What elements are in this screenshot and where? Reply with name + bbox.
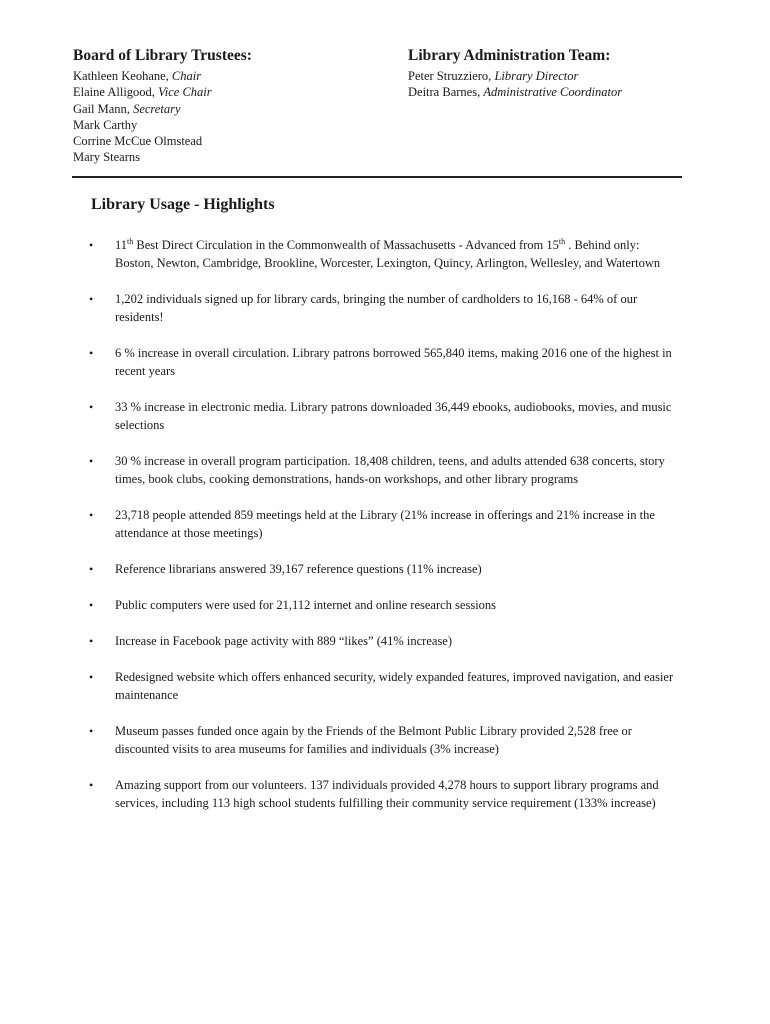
bullet-icon: • bbox=[89, 670, 94, 684]
item-text-part: . Behind only: Boston, Newton, Cambridge, Brookline, Worcester, Lexington, Quincy, Arlington, Wellesley, and Watertown bbox=[115, 238, 661, 270]
admin-team-column bbox=[408, 46, 708, 101]
member-role: Chair bbox=[171, 69, 202, 83]
trustee-member bbox=[73, 68, 393, 84]
highlights-title: Library Usage - Highlights bbox=[91, 196, 275, 213]
list-item bbox=[89, 722, 679, 758]
list-item bbox=[89, 452, 679, 488]
member-name: Mary Stearns bbox=[73, 150, 140, 165]
item-text: Redesigned website which offers enhanced security, widely expanded features, improved navigation, and easier maintenance bbox=[115, 670, 674, 702]
member-name: Deitra Barnes, bbox=[408, 85, 484, 100]
trustee-member bbox=[73, 133, 393, 149]
bullet-icon: • bbox=[89, 238, 94, 252]
item-text: Reference librarians answered 39,167 reference questions (11% increase) bbox=[115, 562, 482, 576]
list-item bbox=[89, 398, 679, 434]
bullet-icon: • bbox=[89, 400, 94, 414]
item-text: 30 % increase in overall program participation. 18,408 children, teens, and adults attended 638 concerts, story times, book clubs, cooking demonstrations, hands-on workshops, and other library programs bbox=[115, 454, 665, 486]
item-text: Public computers were used for 21,112 internet and online research sessions bbox=[115, 598, 497, 612]
trustee-member bbox=[73, 117, 393, 133]
trustee-member bbox=[73, 101, 393, 117]
list-item bbox=[89, 236, 679, 272]
bullet-icon: • bbox=[89, 598, 94, 612]
list-item bbox=[89, 560, 679, 578]
item-text: 1,202 individuals signed up for library cards, bringing the number of cardholders to 16,168 - 64% of our residents! bbox=[115, 292, 638, 324]
item-text: 23,718 people attended 859 meetings held at the Library (21% increase in offerings and 21% increase in the attendance at those meetings) bbox=[115, 508, 655, 540]
member-role: Secretary bbox=[133, 101, 181, 116]
member-role: Library Director bbox=[494, 69, 579, 83]
member-name: Kathleen Keohane, bbox=[73, 69, 172, 83]
member-name: Peter Struzziero, bbox=[408, 69, 495, 83]
member-role: Vice Chair bbox=[158, 85, 212, 100]
highlights-list bbox=[89, 236, 679, 830]
item-text: 6 % increase in overall circulation. Library patrons borrowed 565,840 items, making 2016 one of the highest in recent years bbox=[115, 346, 672, 378]
admin-member bbox=[408, 84, 708, 100]
header-divider bbox=[72, 176, 682, 178]
bullet-icon: • bbox=[89, 292, 94, 306]
list-item bbox=[89, 632, 679, 650]
bullet-icon: • bbox=[89, 724, 94, 738]
bullet-icon: • bbox=[89, 508, 94, 522]
item-text bbox=[115, 238, 660, 270]
list-item bbox=[89, 344, 679, 380]
bullet-icon: • bbox=[89, 634, 94, 648]
trustees-heading: Board of Library Trustees: bbox=[73, 47, 252, 64]
admin-team-heading: Library Administration Team: bbox=[408, 47, 611, 64]
list-item bbox=[89, 668, 679, 704]
member-name: Corrine McCue Olmstead bbox=[73, 134, 203, 149]
trustees-column bbox=[73, 46, 393, 166]
list-item bbox=[89, 596, 679, 614]
header-block bbox=[73, 46, 693, 166]
bullet-icon: • bbox=[89, 778, 94, 792]
trustee-member bbox=[73, 149, 393, 165]
bullet-icon: • bbox=[89, 562, 94, 576]
item-text: Increase in Facebook page activity with 889 “likes” (41% increase) bbox=[115, 634, 453, 648]
member-name: Mark Carthy bbox=[73, 117, 138, 132]
item-text-part: Best Direct Circulation in the Commonwealth of Massachusetts - Advanced from 15 bbox=[133, 238, 559, 252]
item-text-part: 11 bbox=[115, 238, 128, 252]
member-name: Gail Mann, bbox=[73, 101, 134, 116]
item-text: 33 % increase in electronic media. Library patrons downloaded 36,449 ebooks, audiobooks, movies, and music selections bbox=[115, 400, 672, 432]
bullet-icon: • bbox=[89, 454, 94, 468]
list-item bbox=[89, 506, 679, 542]
item-text: Museum passes funded once again by the Friends of the Belmont Public Library provided 2,528 free or discounted visits to area museums for families and individuals (3% increase) bbox=[115, 724, 632, 756]
list-item bbox=[89, 776, 679, 812]
bullet-icon: • bbox=[89, 346, 94, 360]
ordinal-suffix: th bbox=[127, 236, 134, 246]
item-text: Amazing support from our volunteers. 137 individuals provided 4,278 hours to support library programs and services, including 113 high school students fulfilling their community service requirement (133% increase) bbox=[115, 778, 659, 810]
list-item bbox=[89, 290, 679, 326]
ordinal-suffix: th bbox=[558, 236, 566, 246]
admin-member bbox=[408, 68, 708, 84]
member-role: Administrative Coordinator bbox=[483, 85, 623, 100]
trustee-member bbox=[73, 84, 393, 100]
member-name: Elaine Alligood, bbox=[73, 85, 159, 100]
